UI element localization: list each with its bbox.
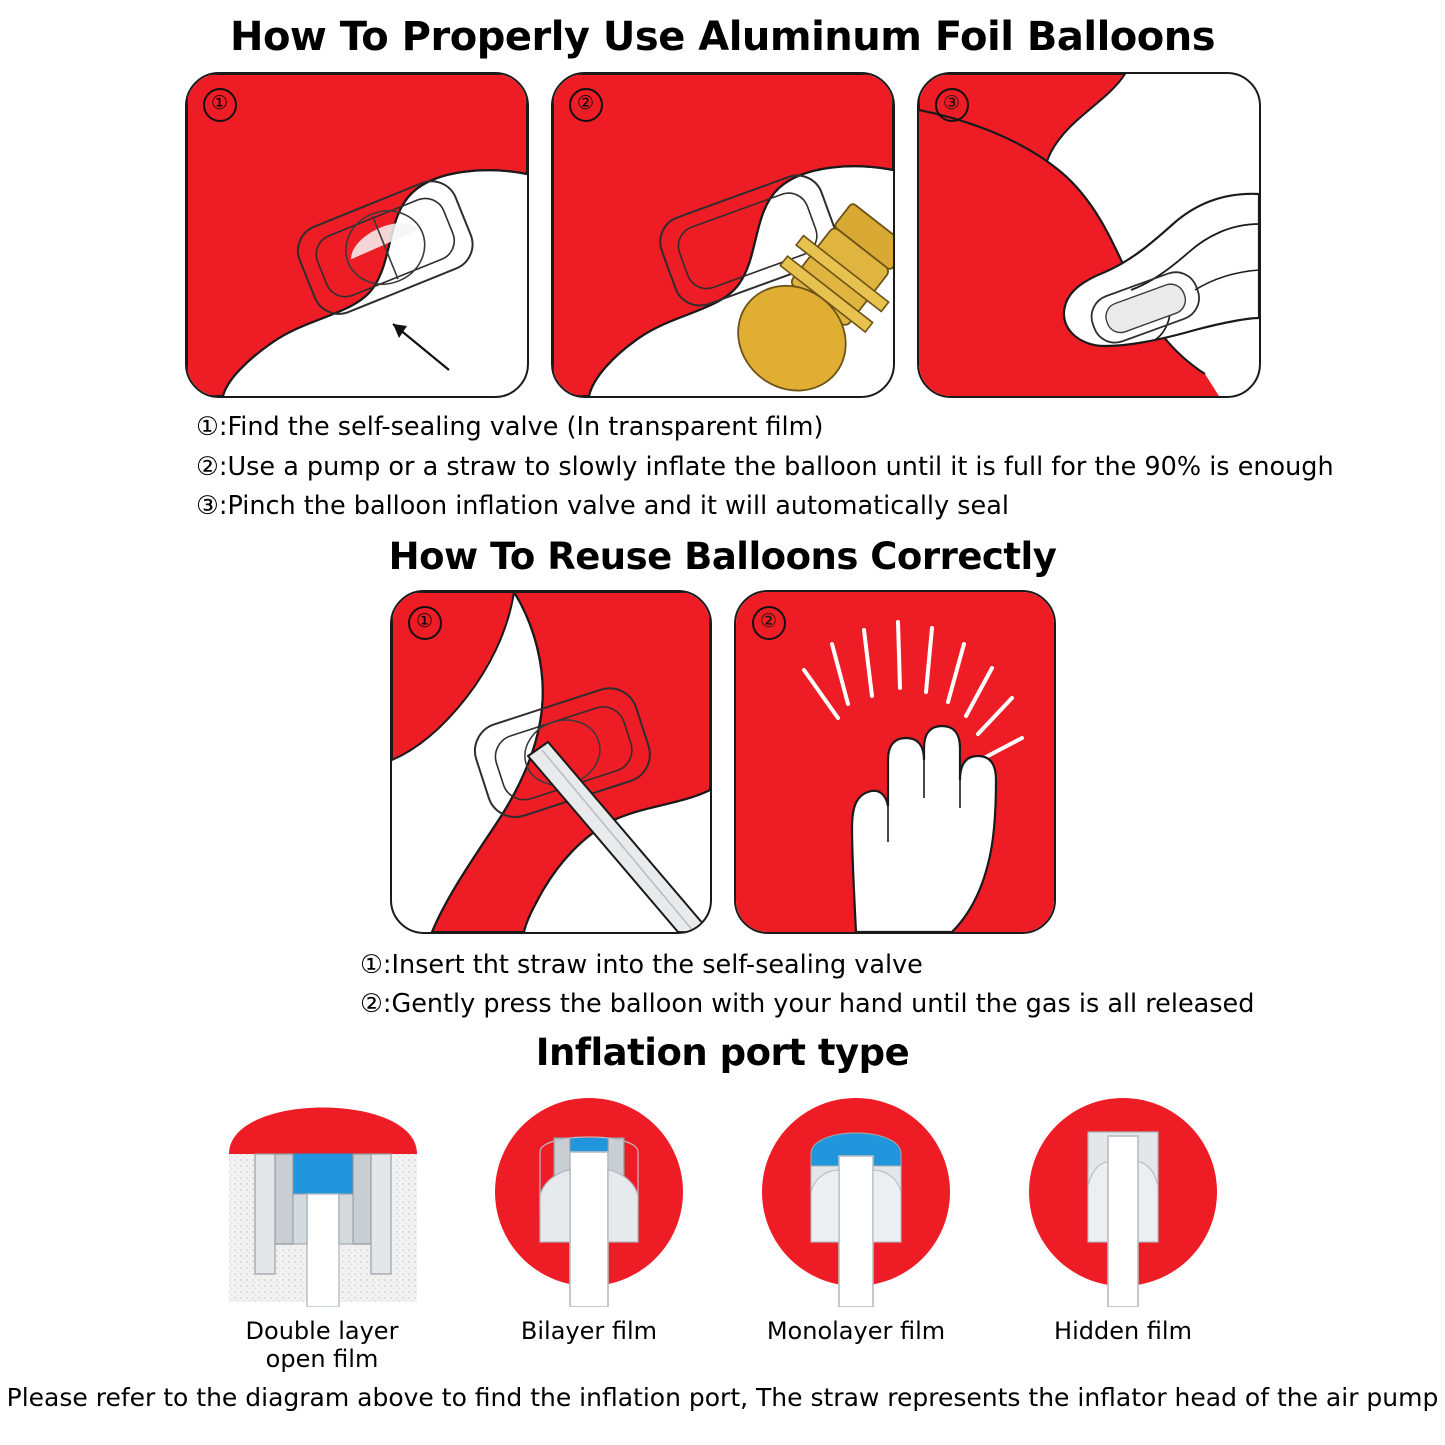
press-balloon-illustration [736,592,1054,932]
insert-straw-illustration [392,592,710,932]
port-item-double-layer-open-film [215,1092,430,1373]
hidden-film-icon [1016,1092,1231,1307]
panel-pinch-valve [917,72,1261,398]
step-badge-3: ③ [935,88,969,122]
use-captions [196,408,1334,527]
panel-inflate-with-pump [551,72,895,398]
port-title: Inflation port type [535,1030,910,1074]
page-title: How To Properly Use Aluminum Foil Balloons [229,14,1216,60]
reuse-caption-2: ②:Gently press the balloon with your hand until the gas is all released [360,989,1255,1020]
port-footer-note: Please refer to the diagram above to find the inflation port, The straw represents the inflator head of the air pump [6,1382,1439,1412]
double-layer-open-film-icon [215,1092,430,1307]
port-item-hidden-film [1016,1092,1231,1373]
port-label-monolayer-film: Monolayer film [766,1316,946,1345]
panel-insert-straw [390,590,712,934]
reuse-step-badge-1: ① [408,606,442,640]
use-caption-3: ③:Pinch the balloon inflation valve and it will automatically seal [196,491,1009,522]
find-valve-illustration [187,74,527,396]
use-panel-row [0,72,1445,398]
reuse-step-badge-2: ② [752,606,786,640]
port-type-row [0,1092,1445,1373]
step-badge-2: ② [569,88,603,122]
use-caption-2: ②:Use a pump or a straw to slowly inflate the balloon until it is full for the 90% is enough [196,451,1334,482]
port-label-double-layer-open-film: Double layer open film [245,1316,399,1373]
monolayer-film-icon [749,1092,964,1307]
reuse-captions [360,946,1390,1025]
panel-press-balloon [734,590,1056,934]
port-label-hidden-film: Hidden film [1054,1316,1192,1345]
reuse-panel-row [0,590,1445,934]
port-item-monolayer-film [749,1092,964,1373]
panel-find-valve [185,72,529,398]
reuse-caption-1: ①:Insert tht straw into the self-sealing valve [360,949,923,980]
use-caption-1: ①:Find the self-sealing valve (In transparent film) [196,412,824,442]
port-label-bilayer-film: Bilayer film [520,1316,658,1345]
inflate-illustration [553,74,893,396]
reuse-title: How To Reuse Balloons Correctly [388,534,1057,578]
port-item-bilayer-film [482,1092,697,1373]
bilayer-film-icon [482,1092,697,1307]
pinch-illustration [919,74,1259,396]
step-badge-1: ① [203,88,237,122]
